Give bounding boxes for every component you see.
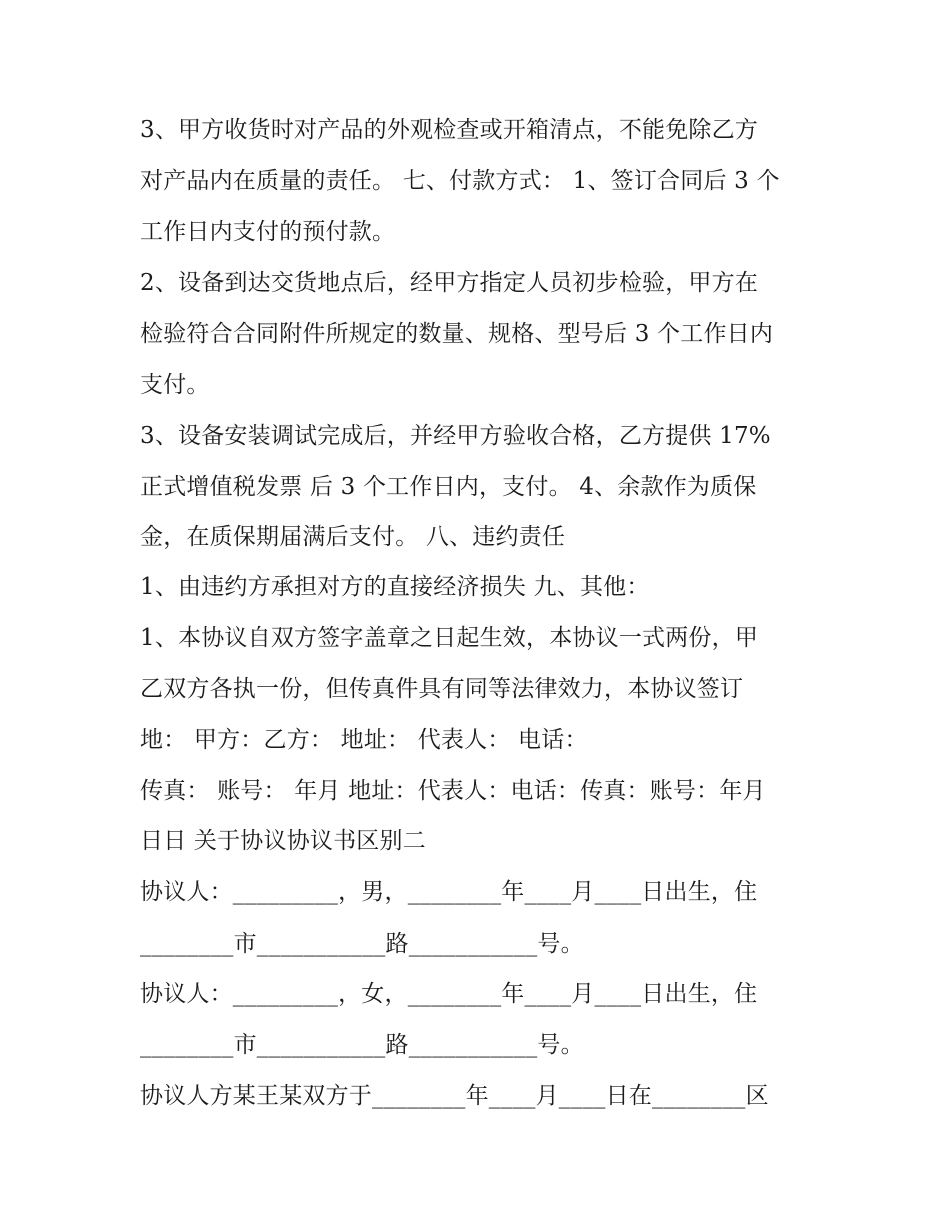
text-line: 传真： 账号： 年月 地址：代表人：电话：传真：账号：年月 <box>140 778 766 804</box>
text-line: 协议人：_________，男，________年____月____日出生，住 <box>140 879 758 905</box>
text-line: 1、由违约方承担对方的直接经济损失 九、其他： <box>140 574 650 600</box>
text-line: 检验符合合同附件所规定的数量、规格、型号后 3 个工作日内 <box>140 321 774 347</box>
text-line: 金，在质保期届满后支付。 八、违约责任 <box>140 524 566 550</box>
text-line: 支付。 <box>140 372 210 398</box>
text-line: 3、设备安装调试完成后，并经甲方验收合格，乙方提供 17% <box>140 423 771 449</box>
text-line: 1、本协议自双方签字盖章之日起生效，本协议一式两份，甲 <box>140 625 759 651</box>
text-line: 协议人方某王某双方于________年____月____日在________区 <box>140 1083 769 1109</box>
text-line: 对产品内在质量的责任。 七、付款方式： 1、签订合同后 3 个 <box>140 168 780 194</box>
text-line: 工作日内支付的预付款。 <box>140 219 396 245</box>
text-line: 乙双方各执一份，但传真件具有同等法律效力，本协议签订 <box>140 676 744 702</box>
text-line: ________市___________路___________号。 <box>140 931 584 957</box>
text-line: 地： 甲方：乙方： 地址： 代表人： 电话： <box>140 727 588 753</box>
text-line: 日日 关于协议协议书区别二 <box>140 828 426 854</box>
text-line: 2、设备到达交货地点后，经甲方指定人员初步检验，甲方在 <box>140 270 759 296</box>
text-line: 正式增值税发票 后 3 个工作日内，支付。 4、余款作为质保 <box>140 474 757 500</box>
text-line: ________市___________路___________号。 <box>140 1032 584 1058</box>
text-line: 协议人：_________，女，________年____月____日出生，住 <box>140 981 758 1007</box>
text-line: 3、甲方收货时对产品的外观检查或开箱清点，不能免除乙方 <box>140 117 759 143</box>
